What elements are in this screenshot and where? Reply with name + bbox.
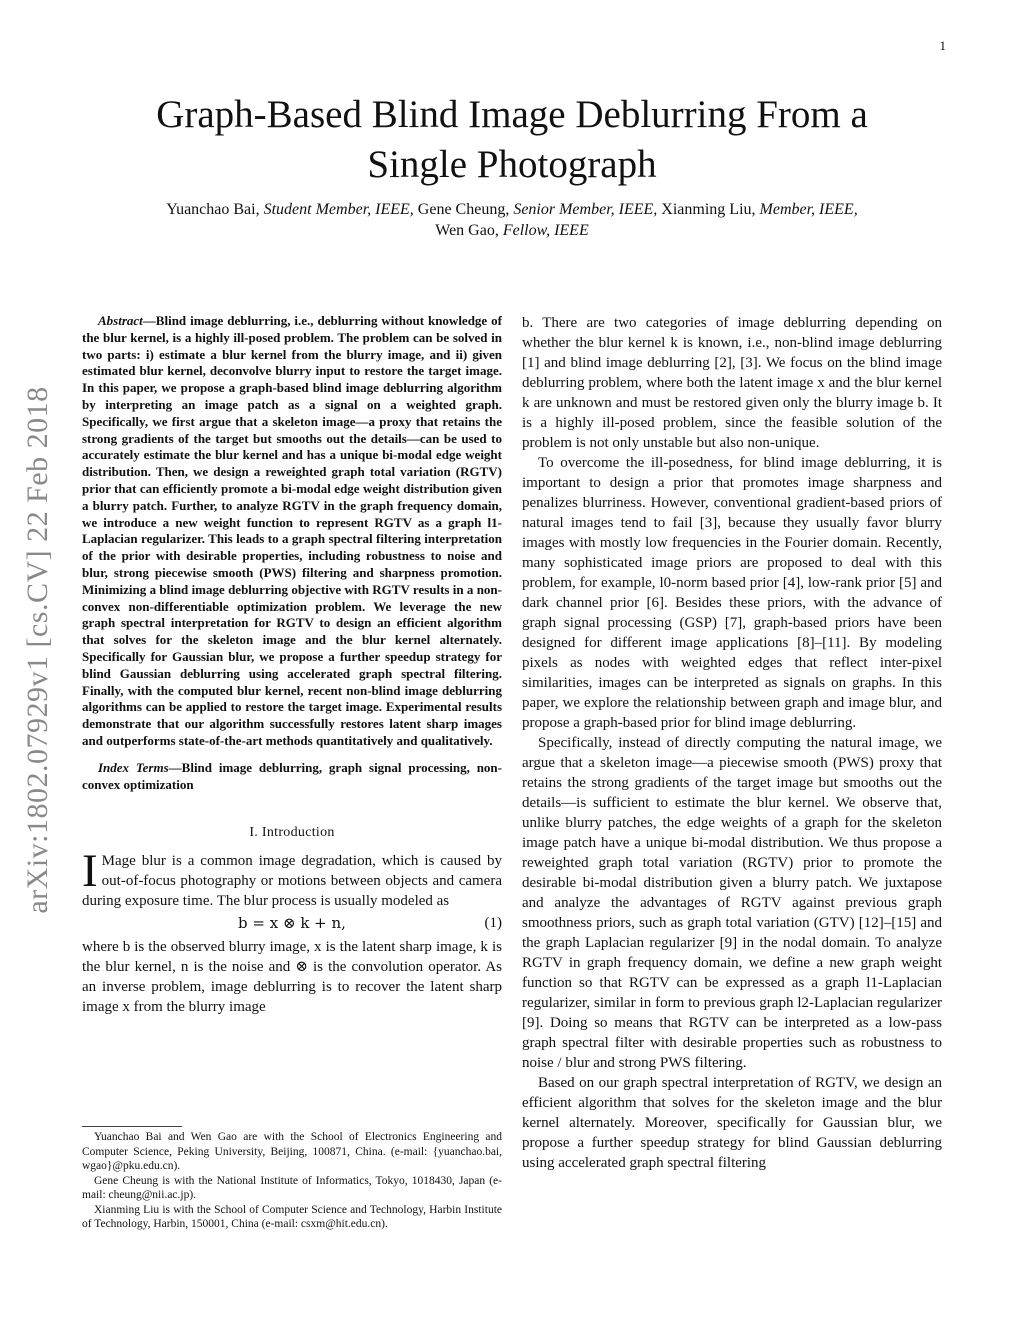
arxiv-stamp [8,350,68,950]
author-name: Yuanchao Bai, [166,201,260,218]
title-line-1: Graph-Based Blind Image Deblurring From a [156,93,868,136]
equation-text: b = x ⊗ k + n, [238,914,346,933]
equation-1 [82,913,502,933]
index-terms-label: Index Terms [98,759,169,775]
footnotes [82,1130,502,1232]
author-list [80,199,944,241]
drop-cap: I [82,845,98,898]
footnote-3: Xianming Liu is with the School of Computer Science and Technology, Harbin Institute of Technology, Harbin, 150001, China (e-mail: csxm@hit.edu.cn). [82,1203,502,1230]
equation-number: (1) [484,915,502,932]
paper-title [100,90,924,190]
intro-paragraph-1-text: Mage blur is a common image degradation, which is caused by out-of-focus photography or motions between objects and camera during exposure time. The blur process is usually modeled as [82,853,502,910]
intro-paragraph-1 [82,845,502,911]
author-role: Student Member, IEEE, [263,201,414,218]
footnote-2: Gene Cheung is with the National Institute of Informatics, Tokyo, 1018430, Japan (e-mail: cheung@nii.ac.jp). [82,1174,502,1201]
body-paragraph-2: To overcome the ill-posedness, for blind image deblurring, it is important to design a prior that promotes image sharpness and penalizes blurriness. However, conventional gradient-based priors of natural images tend to fail [3], because they usually favor blurry images with mostly low frequencies in the Fourier domain. Recently, many sophisticated image priors are proposed to deal with this problem, for example, l0-norm based prior [4], low-rank prior [5] and dark channel prior [6]. Besides these priors, with the advance of graph signal processing (GSP) [7], graph-based priors have been designed for different image applications [8]–[11]. By modeling pixels as nodes with weighted edges that reflect inter-pixel similarities, images can be interpreted as signals on graphs. In this paper, we explore the relationship between graph and image blur, and propose a graph-based prior for blind image deblurring. [522,455,942,731]
index-terms [82,760,502,794]
body-paragraph-3: Specifically, instead of directly computing the natural image, we argue that a skeleton image—a piecewise smooth (PWS) proxy that retains the strong gradients of the target image but smooths out the details—is sufficient to estimate the blur kernel. We observe that, unlike blurry patches, the edge weights of a graph for the skeleton image patch have a unique bi-modal distribution. We thus propose a reweighted graph total variation (RGTV) prior to promote the desirable bi-modal distribution given a blurry patch. We juxtapose and analyze the advantages of RGTV against previous graph smoothness priors, such as graph total variation (GTV) [12]–[15] and the graph Laplacian regularizer [9] in the nodal domain. To analyze RGTV in graph frequency domain, we define a new graph weight function so that RGTV can be expressed as a graph l1-Laplacian regularizer, similar in form to previous graph l2-Laplacian regularizer [9]. Doing so means that RGTV can be interpreted as a low-pass graph spectral filter with desirable properties such as robustness to noise / blur and strong PWS filtering. [522,735,942,1071]
body-paragraph-4: Based on our graph spectral interpretation of RGTV, we design an efficient algorithm that solves for the skeleton image and the blur kernel alternately. Moreover, specifically for Gaussian blur, we propose a further speedup strategy for blind Gaussian deblurring using accelerated graph spectral filtering [522,1075,942,1171]
abstract-text: —Blind image deblurring, i.e., deblurring without knowledge of the blur kernel, is a highly ill-posed problem. The problem can be solved in two parts: i) estimate a blur kernel from the blurry image, and ii) given estimated blur kernel, deconvolve blurry input to restore the target image. In this paper, we propose a graph-based blind image deblurring algorithm by interpreting an image patch as a signal on a weighted graph. Specifically, we first argue that a skeleton image—a proxy that retains the strong gradients of the target but smooths out the details—can be used to accurately estimate the blur kernel and has a unique bi-modal edge weight distribution. Then, we design a reweighted graph total variation (RGTV) prior that can efficiently promote a bi-modal edge weight distribution given a blurry patch. Further, to analyze RGTV in the graph frequency domain, we introduce a new weight function to represent RGTV as a graph l1-Laplacian regularizer. This leads to a graph spectral filtering interpretation of the prior with desirable properties, including robustness to noise and blur, strong piecewise smooth (PWS) filtering and sharpness promotion. Minimizing a blind image deblurring objective with RGTV results in a non-convex non-differentiable optimization problem. We leverage the new graph spectral interpretation for RGTV to design an efficient algorithm that solves for the skeleton image and the blur kernel alternately. Specifically for Gaussian blur, we propose a further speedup strategy for blind Gaussian deblurring using accelerated graph spectral filtering. Finally, with the computed blur kernel, recent non-blind image deblurring algorithms can be applied to restore the target image. Experimental results demonstrate that our algorithm successfully restores latent sharp images and outperforms state-of-the-art methods quantitatively and qualitatively. [82,313,502,748]
footnote-1: Yuanchao Bai and Wen Gao are with the School of Electronics Engineering and Computer Science, Peking University, Beijing, 100871, China. (e-mail: {yuanchao.bai, wgao}@pku.edu.cn). [82,1131,502,1172]
author-role: Fellow, IEEE [502,222,589,239]
author-name: Gene Cheung, [417,201,510,218]
intro-paragraph-2: where b is the observed blurry image, x is the latent sharp image, k is the blur kernel, n is the noise and ⊗ is the convolution operator. As an inverse problem, image deblurring is to recover the latent sharp image x from the blurry image [82,939,502,1016]
author-name: Wen Gao, [435,222,499,239]
abstract-label: Abstract [98,313,143,328]
index-terms-text: —Blind image deblurring, graph signal processing, non-convex optimization [82,759,502,792]
left-column [82,313,502,1017]
body-paragraph-1: b. There are two categories of image deblurring depending on whether the blur kernel k is known, i.e., non-blind image deblurring [1] and blind image deblurring [2], [3]. We focus on the blind image deblurring problem, where both the latent image x and the blur kernel k are unknown and must be restored given only the blurry image b. It is a highly ill-posed problem, since the feasible solution of the problem is not only unstable but also non-unique. [522,315,942,451]
author-name: Xianming Liu, [661,201,756,218]
section-heading: I. Introduction [249,825,335,841]
footnote-divider [82,1126,182,1127]
right-column [522,313,942,1173]
arxiv-stamp-text: arXiv:1802.07929v1 [cs.CV] 22 Feb 2018 [21,386,54,914]
abstract [82,313,502,750]
title-line-2: Single Photograph [367,143,657,186]
author-role: Member, IEEE, [759,201,858,218]
author-role: Senior Member, IEEE, [513,201,658,218]
page-number: 1 [939,38,946,53]
